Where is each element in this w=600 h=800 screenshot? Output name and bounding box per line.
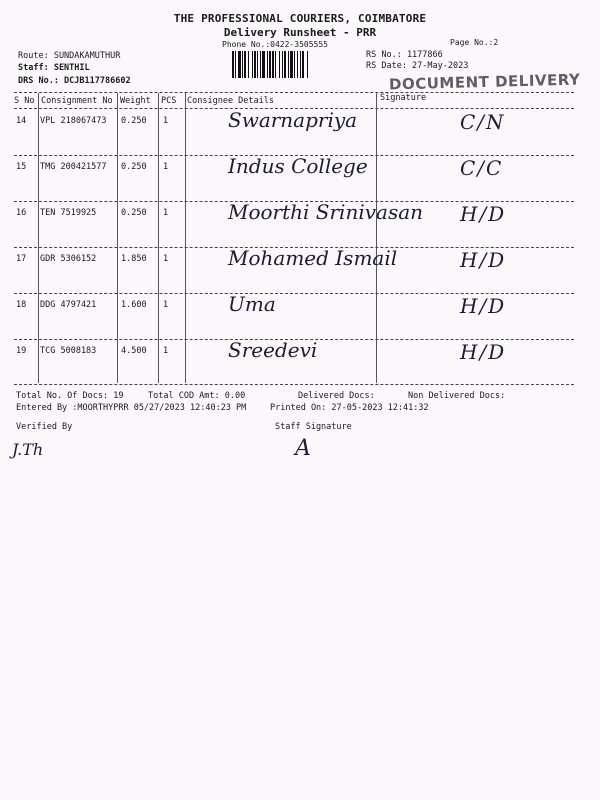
- rs-number: RS No.: 1177866: [366, 50, 443, 60]
- row-signature-handwritten: H/D: [460, 248, 507, 272]
- col-weight: Weight: [120, 96, 151, 106]
- row-sno: 19: [16, 346, 27, 356]
- row-weight: 1.850: [121, 254, 147, 264]
- row-signature-handwritten: H/D: [460, 340, 507, 364]
- barcode: [232, 51, 356, 78]
- col-pcs: PCS: [161, 96, 177, 106]
- row-consignee-handwritten: Uma: [228, 292, 276, 316]
- row-weight: 1.600: [121, 300, 147, 310]
- header-top-rule: [14, 92, 574, 93]
- rs-date: RS Date: 27-May-2023: [366, 61, 469, 71]
- company-name: THE PROFESSIONAL COURIERS, COIMBATORE: [173, 12, 427, 25]
- row-consignee-handwritten: Swarnapriya: [228, 108, 358, 132]
- verified-signature: J.Th: [12, 440, 44, 459]
- row-consignment-no: TEN 7519925: [40, 208, 97, 218]
- row-consignment-no: VPL 218067473: [40, 116, 107, 126]
- row-signature-handwritten: C/N: [460, 110, 506, 134]
- phone-number: Phone No.:0422-3505555: [222, 40, 328, 49]
- row-sno: 15: [16, 162, 27, 172]
- col-consignee: Consignee Details: [187, 96, 274, 106]
- row-pcs: 1: [163, 116, 169, 126]
- row-pcs: 1: [163, 300, 169, 310]
- staff-signature-label: Staff Signature: [275, 422, 352, 432]
- row-consignee-handwritten: Moorthi Srinivasan: [228, 200, 424, 224]
- row-signature-handwritten: H/D: [460, 202, 507, 226]
- row-consignee-handwritten: Sreedevi: [228, 338, 318, 362]
- row-consignee-handwritten: Indus College: [228, 154, 368, 178]
- row-signature-handwritten: C/C: [460, 156, 504, 180]
- col-sno: S No: [14, 96, 35, 106]
- verified-by-label: Verified By: [16, 422, 73, 432]
- row-weight: 4.500: [121, 346, 147, 356]
- printed-on: Printed On: 27-05-2023 12:41:32: [270, 403, 429, 413]
- row-consignment-no: GDR 5306152: [40, 254, 97, 264]
- row-sno: 16: [16, 208, 27, 218]
- row-pcs: 1: [163, 254, 169, 264]
- row-weight: 0.250: [121, 208, 147, 218]
- row-sno: 18: [16, 300, 27, 310]
- row-signature-handwritten: H/D: [460, 294, 507, 318]
- row-consignee-handwritten: Mohamed Ismail: [228, 246, 398, 270]
- row-sno: 14: [16, 116, 27, 126]
- col-consignment: Consignment No: [41, 96, 113, 106]
- document-title: Delivery Runsheet - PRR: [223, 26, 377, 39]
- row-consignment-no: TMG 200421577: [40, 162, 107, 172]
- row-consignment-no: DDG 4797421: [40, 300, 97, 310]
- total-docs: Total No. Of Docs: 19: [16, 391, 124, 401]
- drs-number: DRS No.: DCJB117786602: [18, 76, 131, 86]
- row-weight: 0.250: [121, 116, 147, 126]
- row-pcs: 1: [163, 162, 169, 172]
- row-pcs: 1: [163, 346, 169, 356]
- barcode-bar: [308, 51, 309, 78]
- document-delivery-stamp: DOCUMENT DELIVERY: [388, 70, 581, 94]
- page-number: Page No.:2: [450, 38, 499, 47]
- route: Route: SUNDAKAMUTHUR: [18, 51, 121, 61]
- row-consignment-no: TCG 5008183: [40, 346, 97, 356]
- non-delivered-docs: Non Delivered Docs:: [408, 391, 506, 401]
- col-signature: Signature: [380, 93, 427, 103]
- total-cod: Total COD Amt: 0.00: [148, 391, 246, 401]
- staff: Staff: SENTHIL: [18, 63, 90, 73]
- delivered-docs: Delivered Docs:: [298, 391, 375, 401]
- staff-signature: A: [295, 436, 311, 461]
- row-weight: 0.250: [121, 162, 147, 172]
- footer-rule: [14, 384, 574, 385]
- entered-by: Entered By :MOORTHYPRR 05/27/2023 12:40:23 PM: [16, 403, 247, 413]
- row-sno: 17: [16, 254, 27, 264]
- row-pcs: 1: [163, 208, 169, 218]
